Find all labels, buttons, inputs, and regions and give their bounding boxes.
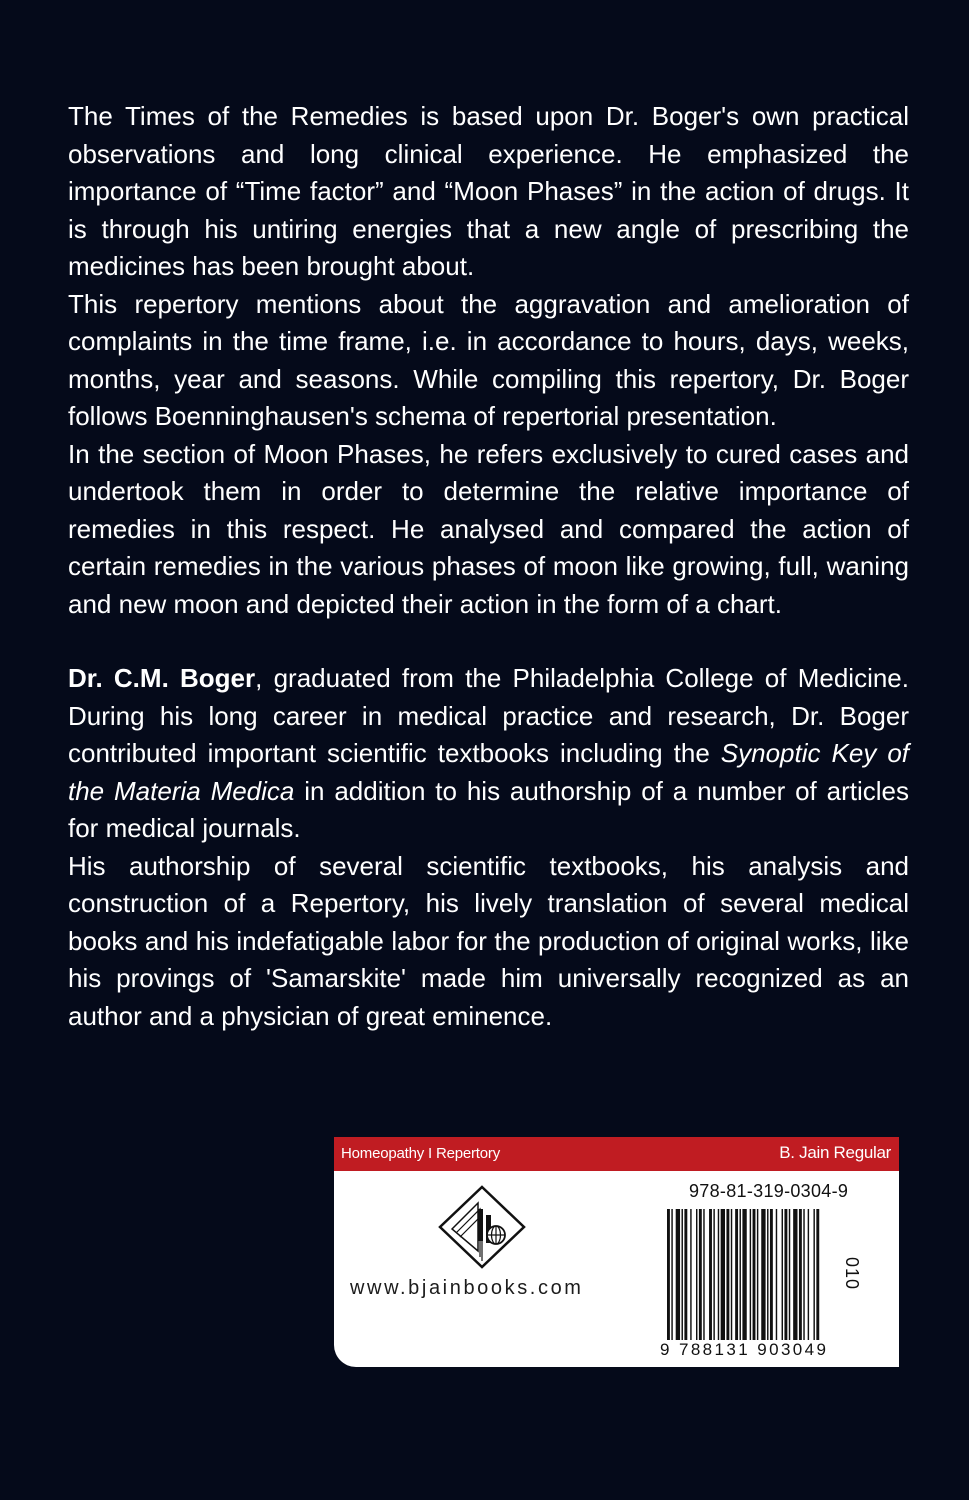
author-name: Dr. C.M. Boger — [68, 663, 256, 693]
author-bio-text-a: , graduated from the Philadelphia College of Medicine. During his long career in medical practice and research, Dr. Boger contributed important scientific textbooks including the — [68, 663, 909, 768]
publisher-label — [334, 1137, 899, 1367]
price-code: 010 — [842, 1257, 862, 1291]
blurb-paragraph-2: This repertory mentions about the aggravation and amelioration of complaints in the time frame, i.e. in accordance to hours, days, weeks, months, year and seasons. While compiling this repertory, Dr. Boger follows Boenninghausen's schema of repertorial presentation. — [68, 288, 909, 431]
barcode-icon — [659, 1209, 864, 1349]
blurb-paragraph-1: The Times of the Remedies is based upon Dr. Boger's own practical observations and long clinical experience. He emphasized the importance of “Time factor” and “Moon Phases” in the action of drugs. It is through his untiring energies that a new angle of prescribing the medicines has been brought about. — [68, 101, 909, 281]
isbn-text: 978-81-319-0304-9 — [689, 1181, 849, 1201]
paragraph-gap — [68, 623, 909, 660]
book-title: Synoptic Key of the Materia Medica — [68, 738, 910, 806]
barcode-number: 9 788131 903049 — [660, 1340, 829, 1359]
blurb-paragraph-3: In the section of Moon Phases, he refers exclusively to cured cases and undertook them in order to determine the relative importance of remedies in this respect. He analysed and compared the action of certain remedies in the various phases of moon like growing, full, waning and new moon and depicted their action in the form of a chart. — [68, 438, 909, 619]
category-text: Homeopathy I Repertory — [341, 1145, 501, 1162]
author-bio-text-b: in addition to his authorship of a number of articles for medical journals. — [68, 775, 909, 843]
category-bar — [334, 1137, 899, 1171]
blurb — [68, 98, 909, 1035]
author-bio-2: His authorship of several scientific textbooks, his analysis and construction of a Repertory, his lively translation of several medical books and his indefatigable labor for the production of original works, like his provings of 'Samarskite' made him universally recognized as an author and a physician of great eminence. — [68, 850, 909, 1031]
author-bio — [68, 660, 909, 848]
series-text: B. Jain Regular — [779, 1143, 891, 1162]
publisher-logo-icon — [438, 1185, 528, 1271]
website-url: www.bjainbooks.com — [350, 1277, 584, 1299]
